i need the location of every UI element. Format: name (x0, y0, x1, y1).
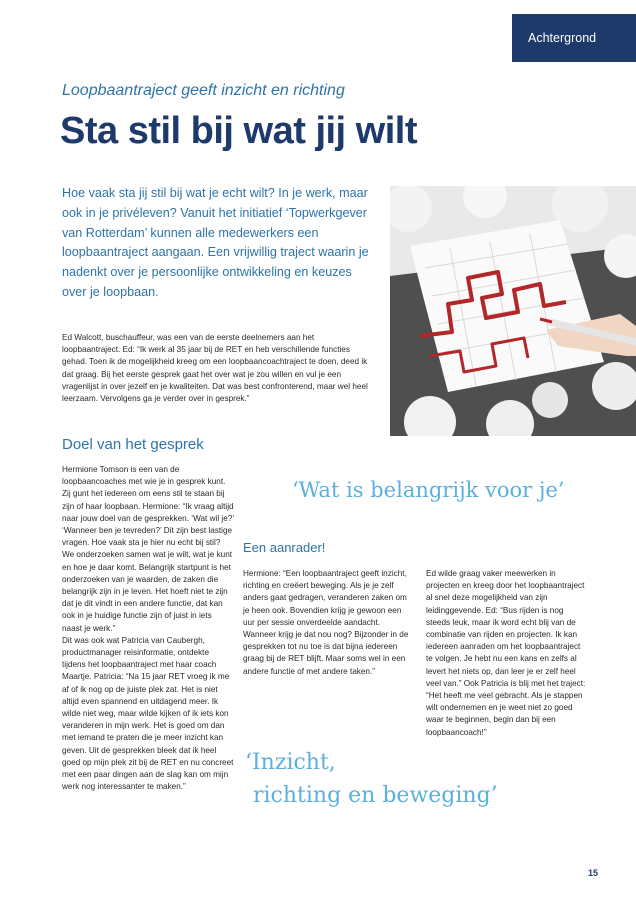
column-1-paragraph-2: Dit was ook wat Patricia van Caubergh, productmanager reisinformatie, ontdekte tijdens het loopbaantraject met haar coach Maartje. Patricia: “Na 15 jaar RET vroeg ik me af of ik nog op de juiste plek zat. Het is niet altijd even spannend en uitdagend meer. Ik wilde niet weg, maar wilde kijken of ik iets kon veranderen in mijn werk. Het is goed om dan met iemand te praten die je meer inzicht kan geven. Uit de gesprekken bleek dat ik heel goed op mijn plek zit bij de RET en nu concreet met een paar dingen aan de slag kan om mijn werk nog interessanter te maken.” (62, 635, 234, 792)
page-number: 15 (588, 868, 599, 878)
pull-quote-inzicht-line-2: richting en beweging’ (253, 783, 498, 808)
section-tab: Achtergrond (512, 14, 636, 62)
column-3-text: Ed wilde graag vaker meewerken in projecten en kreeg door het loopbaantraject al snel deze mogelijkheid van zijn leidinggevende. Ed: “Bus rijden is nog steeds leuk, maar ik word echt blij van de combinatie van rijden en projecten. Ik kan iedereen aanraden om het loopbaantraject te volgen. Je hebt nu een kans en zelfs al levert het niets op, dan leer je er zelf heel veel van.” Ook Patricia is blij met het traject: “Het heeft me veel gebracht. Als je stappen wilt ondernemen en je weet niet zo goed waar te beginnen, begin dan bij een loopbaancoach!” (426, 569, 586, 737)
article-headline: Sta stil bij wat jij wilt (60, 110, 417, 152)
heading-doel-van-het-gesprek: Doel van het gesprek (62, 436, 204, 453)
maze-photo (390, 186, 636, 436)
pull-quote-inzicht (245, 746, 498, 812)
paragraph-ed-intro: Ed Walcott, buschauffeur, was een van de eerste deelnemers aan het loopbaantraject. Ed: “Ik werk al 35 jaar bij de RET en heb verschillende functies gehad. Toen ik de mogelijkheid kreeg om een loopbaancoachtraject te doen, deed ik dat graag. Bij het eerste gesprek gaat het over wat je zou willen en vul je een vragenlijst in over jezelf en je kwaliteiten. Dat was best confronterend, maar wel heel leerzaam. Vervolgens ga je verder over in gesprek.” (62, 333, 368, 404)
intro-paragraph: Hoe vaak sta jij stil bij wat je echt wilt? In je werk, maar ook in je privéleven? Vanuit het initiatief ‘Topwerkgever van Rotterdam’ kunnen alle medewerkers een loopbaantraject aangaan. Een vrijwillig traject waarin je nadenkt over je persoonlijke ontwikkeling en keuzes over je loopbaan. (62, 186, 369, 299)
column-2-text: Hermione: “Een loopbaantraject geeft inzicht, richting en creëert beweging. Als je je zelf anders gaat gedragen, veranderen zaken om je heen ook. Bovendien krijg je gewoon een uur per sessie onverdeelde aandacht. Wanneer krijg je dat nou nog? Bijzonder in de gesprekken tot nu toe is dat bijna iedereen graag bij de RET blijft. Maar soms wel in een andere functie of met andere taken.” (243, 569, 409, 676)
column-1-paragraph-1: Hermione Tomson is een van de loopbaancoaches met wie je in gesprek kunt. Zij gunt het iedereen om eens stil te staan bij zijn of haar loopbaan. Hermione: “Ik vraag altijd naar jouw doel van de gesprekken. ‘Wat wil je?’ ‘Wanneer ben je tevreden?’ Dit zijn best lastige vragen. Hoe vaak sta je hier nu echt bij stil? We onderzoeken samen wat je wilt, wat je kunt en hoe je daar komt. Belangrijk startpunt is het onderzoeken van je waarden, de zaken die belangrijk zijn in je leven. Het hoeft niet te zijn dat je dit vindt in een andere functie, dat kan ook in je huidige functie zijn of juist in iets naast je werk.” (62, 465, 234, 633)
heading-een-aanrader: Een aanrader! (243, 540, 326, 555)
article-kicker: Loopbaantraject geeft inzicht en richting (62, 82, 345, 99)
pull-quote-belangrijk: ‘Wat is belangrijk voor je’ (292, 478, 565, 502)
pull-quote-inzicht-line-1: ‘Inzicht, (245, 750, 336, 775)
column-1 (62, 464, 234, 793)
